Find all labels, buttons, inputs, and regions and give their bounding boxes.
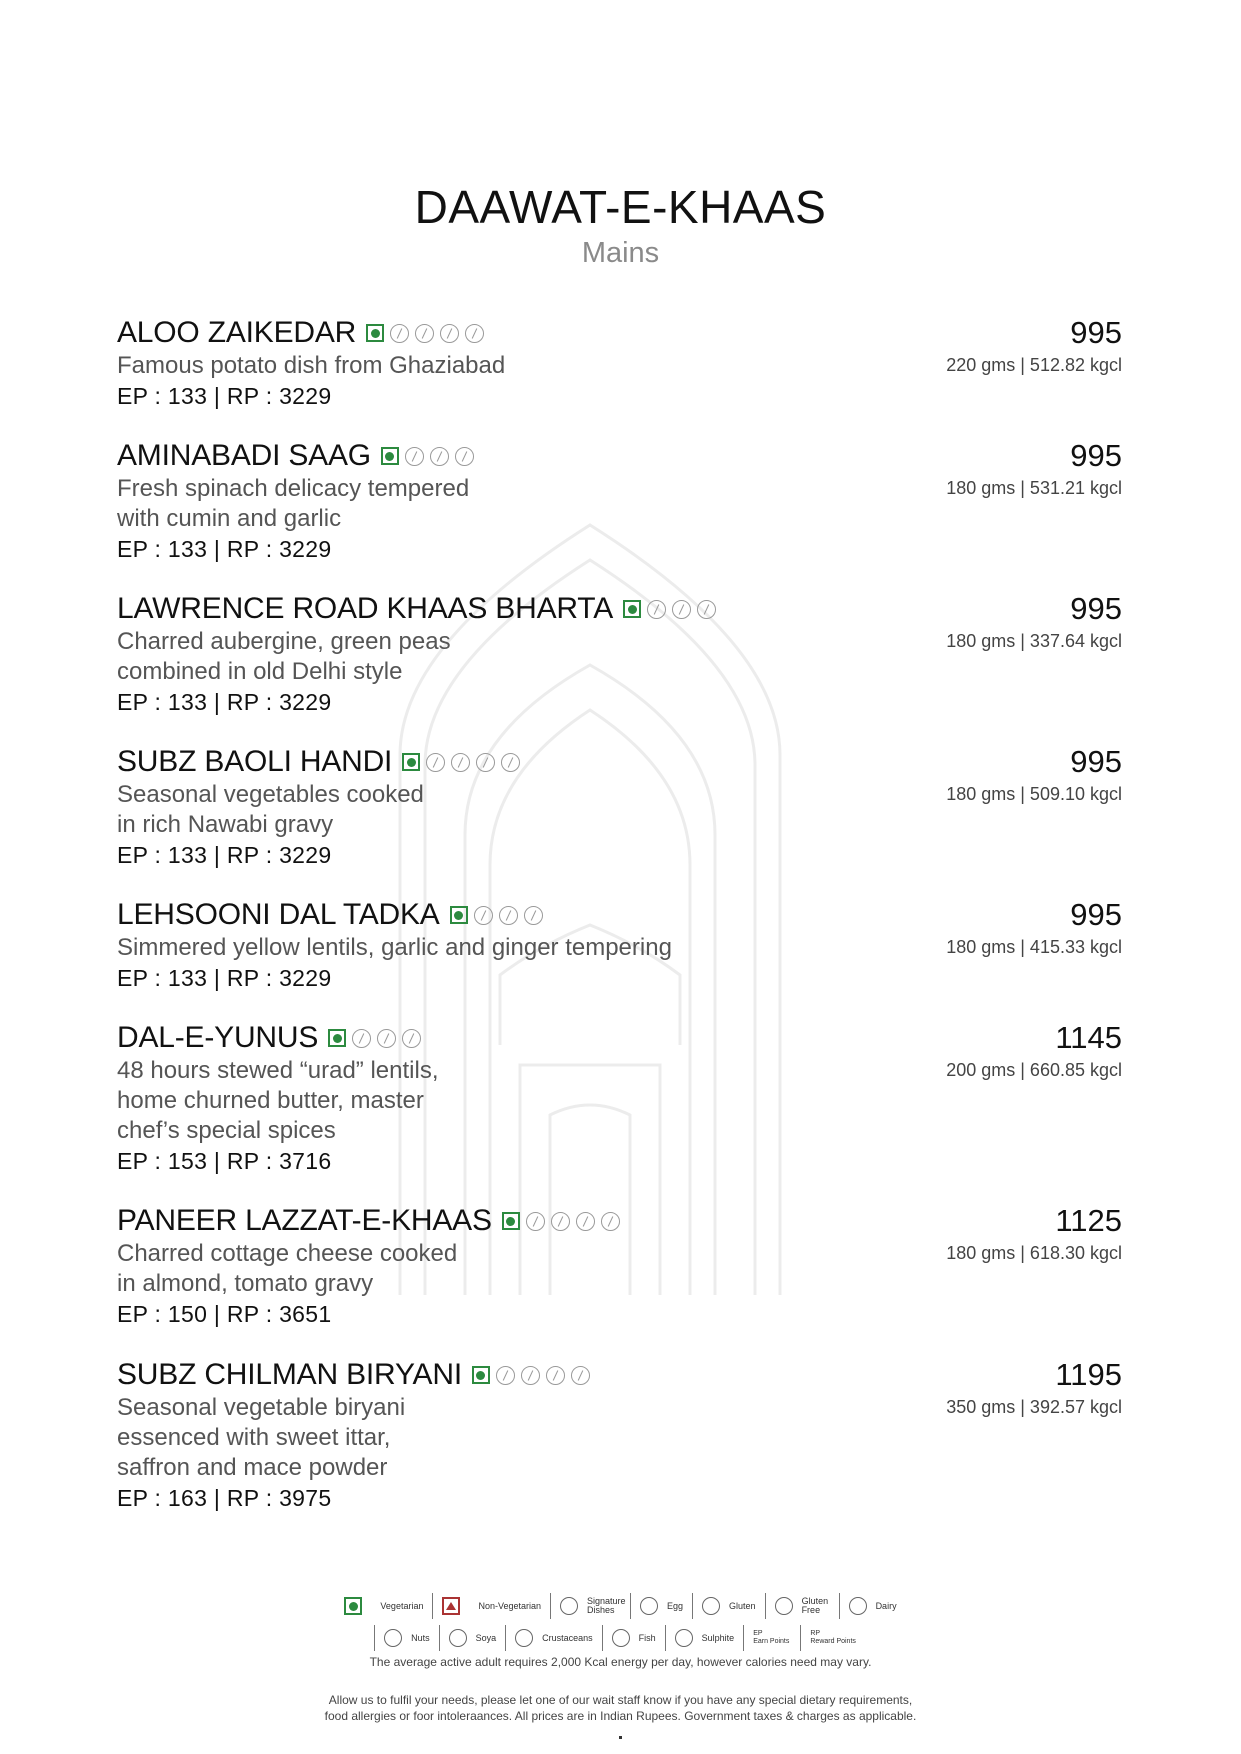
item-weight-calories: 200 gms | 660.85 kgcl	[946, 1060, 1122, 1080]
item-weight-calories: 220 gms | 512.82 kgcl	[946, 355, 1122, 375]
legend-label: Crustaceans	[542, 1633, 593, 1643]
item-description: in rich Nawabi gravy	[117, 811, 334, 838]
dietary-note-2: food allergies or foor intoleraances. All prices are in Indian Rupees. Government taxes & charges as applicable.	[324, 1709, 917, 1723]
item-price: 995	[1070, 591, 1122, 626]
legend-label: Egg	[667, 1601, 684, 1611]
soya-icon	[430, 447, 449, 466]
legend-fish	[602, 1625, 665, 1651]
item-weight-calories: 180 gms | 531.21 kgcl	[946, 478, 1122, 498]
item-icons	[328, 1029, 421, 1048]
item-points: EP : 153 | RP : 3716	[117, 1148, 332, 1174]
item-price: 1195	[1055, 1357, 1122, 1392]
gluten-free-icon	[697, 600, 716, 619]
item-points: EP : 163 | RP : 3975	[117, 1485, 332, 1511]
item-icons	[502, 1212, 620, 1231]
item-description: Fresh spinach delicacy tempered	[117, 475, 470, 502]
item-name: PANEER LAZZAT-E-KHAAS	[117, 1204, 492, 1237]
item-price: 1125	[1055, 1203, 1122, 1238]
veg-icon	[472, 1366, 490, 1384]
item-description: home churned butter, master	[117, 1087, 424, 1114]
legend	[0, 1590, 1241, 1739]
soya-icon	[476, 753, 495, 772]
item-price: 995	[1070, 438, 1122, 473]
legend-abbr: EP	[753, 1630, 763, 1637]
legend-sulphite	[665, 1625, 744, 1651]
menu-item	[117, 1357, 1122, 1513]
soya-icon	[499, 906, 518, 925]
crustacean-icon	[515, 1629, 533, 1647]
dairy-icon	[405, 447, 424, 466]
legend-veg	[335, 1593, 432, 1619]
soya-icon	[546, 1366, 565, 1385]
legend-dairy	[839, 1593, 906, 1619]
page-dot	[619, 1736, 622, 1739]
item-name-row	[117, 1203, 1122, 1239]
item-name: DAL-E-YUNUS	[117, 1021, 319, 1054]
item-name: SUBZ CHILMAN BIRYANI	[117, 1358, 462, 1391]
menu-item	[117, 1020, 1122, 1176]
item-name-row	[117, 1020, 1122, 1056]
item-name-row	[117, 315, 1122, 351]
egg-icon	[640, 1597, 658, 1615]
legend-rp	[800, 1625, 867, 1651]
item-icons	[450, 906, 543, 925]
legend-label: Earn Points	[753, 1638, 790, 1645]
item-name-row	[117, 438, 1122, 474]
legend-label: Fish	[638, 1633, 656, 1643]
veg-icon	[328, 1029, 346, 1047]
veg-icon	[623, 600, 641, 618]
menu-header	[0, 180, 1241, 270]
item-description: Charred cottage cheese cooked	[117, 1240, 458, 1267]
item-name-row	[117, 591, 1122, 627]
nonveg-icon	[442, 1597, 460, 1615]
item-icons	[381, 447, 474, 466]
item-description: saffron and mace powder	[117, 1454, 388, 1481]
legend-signature	[550, 1593, 630, 1619]
legend-soya	[439, 1625, 506, 1651]
item-description: essenced with sweet ittar,	[117, 1424, 391, 1451]
item-name: SUBZ BAOLI HANDI	[117, 745, 393, 778]
dairy-icon	[474, 906, 493, 925]
legend-row-1	[0, 1590, 1241, 1622]
veg-icon	[366, 324, 384, 342]
item-description: with cumin and garlic	[117, 505, 342, 532]
item-weight-calories: 180 gms | 337.64 kgcl	[946, 631, 1122, 651]
legend-label: Nuts	[411, 1633, 430, 1643]
menu-item	[117, 744, 1122, 870]
menu-item	[117, 897, 1122, 993]
item-name: LEHSOONI DAL TADKA	[117, 898, 440, 931]
nuts-icon	[551, 1212, 570, 1231]
gluten-free-icon	[601, 1212, 620, 1231]
soya-icon	[377, 1029, 396, 1048]
item-price: 995	[1070, 897, 1122, 932]
item-name-row	[117, 897, 1122, 933]
item-points: EP : 133 | RP : 3229	[117, 965, 332, 991]
menu-item	[117, 315, 1122, 411]
veg-icon	[344, 1597, 362, 1615]
soya-icon	[440, 324, 459, 343]
section-subtitle: Mains	[581, 237, 660, 269]
item-description: Charred aubergine, green peas	[117, 628, 451, 655]
gluten-free-icon	[402, 1029, 421, 1048]
page-title: DAAWAT-E-KHAAS	[414, 181, 827, 233]
legend-label: Sulphite	[701, 1633, 735, 1643]
item-points: EP : 133 | RP : 3229	[117, 383, 332, 409]
dairy-icon	[647, 600, 666, 619]
legend-nonveg	[432, 1593, 550, 1619]
veg-icon	[502, 1212, 520, 1230]
soya-icon	[449, 1629, 467, 1647]
nuts-icon	[415, 324, 434, 343]
item-icons	[623, 600, 716, 619]
item-description: Simmered yellow lentils, garlic and ginger tempering	[117, 934, 672, 961]
energy-note: The average active adult requires 2,000 Kcal energy per day, however calories need may vary.	[369, 1655, 872, 1669]
legend-label: Reward Points	[810, 1638, 856, 1645]
fish-icon	[612, 1629, 630, 1647]
dairy-icon	[352, 1029, 371, 1048]
menu-item	[117, 438, 1122, 564]
legend-label: Signature Dishes	[587, 1596, 626, 1615]
legend-label: Dairy	[875, 1601, 897, 1611]
item-name-row	[117, 744, 1122, 780]
item-points: EP : 133 | RP : 3229	[117, 536, 332, 562]
gluten-icon	[702, 1597, 720, 1615]
item-points: EP : 150 | RP : 3651	[117, 1301, 332, 1327]
gluten-free-icon	[571, 1366, 590, 1385]
legend-crustaceans	[505, 1625, 602, 1651]
item-name-row	[117, 1357, 1122, 1393]
legend-label: Vegetarian	[380, 1601, 424, 1611]
gluten-free-icon	[501, 753, 520, 772]
veg-icon	[450, 906, 468, 924]
chef-hat-icon	[560, 1597, 578, 1615]
dairy-icon	[496, 1366, 515, 1385]
item-points: EP : 133 | RP : 3229	[117, 842, 332, 868]
dairy-icon	[526, 1212, 545, 1231]
dairy-icon	[390, 324, 409, 343]
menu-item	[117, 591, 1122, 717]
item-description: 48 hours stewed “urad” lentils,	[117, 1057, 439, 1084]
item-description: in almond, tomato gravy	[117, 1270, 374, 1297]
nuts-icon	[384, 1629, 402, 1647]
dietary-note-1: Allow us to fulfil your needs, please let one of our wait staff know if you have any special dietary requirements,	[328, 1693, 913, 1707]
legend-egg	[630, 1593, 692, 1619]
legend-label: Gluten	[729, 1601, 756, 1611]
nuts-icon	[521, 1366, 540, 1385]
item-price: 995	[1070, 744, 1122, 779]
soya-icon	[576, 1212, 595, 1231]
menu-item	[117, 1203, 1122, 1329]
item-name: ALOO ZAIKEDAR	[117, 316, 357, 349]
legend-gluten-free	[765, 1593, 839, 1619]
item-weight-calories: 180 gms | 509.10 kgcl	[946, 784, 1122, 804]
legend-label: Non-Vegetarian	[478, 1601, 542, 1611]
item-description: combined in old Delhi style	[117, 658, 403, 685]
item-icons	[366, 324, 484, 343]
legend-nuts	[374, 1625, 439, 1651]
item-icons	[402, 753, 520, 772]
veg-icon	[381, 447, 399, 465]
legend-label: Gluten Free	[801, 1596, 829, 1615]
veg-icon	[402, 753, 420, 771]
dairy-icon	[849, 1597, 867, 1615]
item-weight-calories: 180 gms | 618.30 kgcl	[946, 1243, 1122, 1263]
legend-gluten	[692, 1593, 765, 1619]
gluten-free-icon	[455, 447, 474, 466]
legend-label: Soya	[475, 1633, 497, 1643]
item-name: AMINABADI SAAG	[117, 439, 371, 472]
item-weight-calories: 180 gms | 415.33 kgcl	[946, 937, 1122, 957]
item-weight-calories: 350 gms | 392.57 kgcl	[946, 1397, 1122, 1417]
nuts-icon	[451, 753, 470, 772]
item-description: Seasonal vegetables cooked	[117, 781, 424, 808]
legend-abbr: RP	[810, 1630, 821, 1637]
gluten-free-icon	[775, 1597, 793, 1615]
gluten-free-icon	[524, 906, 543, 925]
item-description: Seasonal vegetable biryani	[117, 1394, 406, 1421]
item-price: 995	[1070, 315, 1122, 350]
item-points: EP : 133 | RP : 3229	[117, 689, 332, 715]
legend-ep	[743, 1625, 800, 1651]
item-price: 1145	[1055, 1020, 1122, 1055]
legend-row-2	[0, 1622, 1241, 1654]
item-name: LAWRENCE ROAD KHAAS BHARTA	[117, 592, 614, 625]
dairy-icon	[426, 753, 445, 772]
item-description: chef’s special spices	[117, 1117, 336, 1144]
sulphite-icon	[675, 1629, 693, 1647]
item-icons	[472, 1366, 590, 1385]
gluten-free-icon	[465, 324, 484, 343]
item-description: Famous potato dish from Ghaziabad	[117, 352, 506, 379]
soya-icon	[672, 600, 691, 619]
